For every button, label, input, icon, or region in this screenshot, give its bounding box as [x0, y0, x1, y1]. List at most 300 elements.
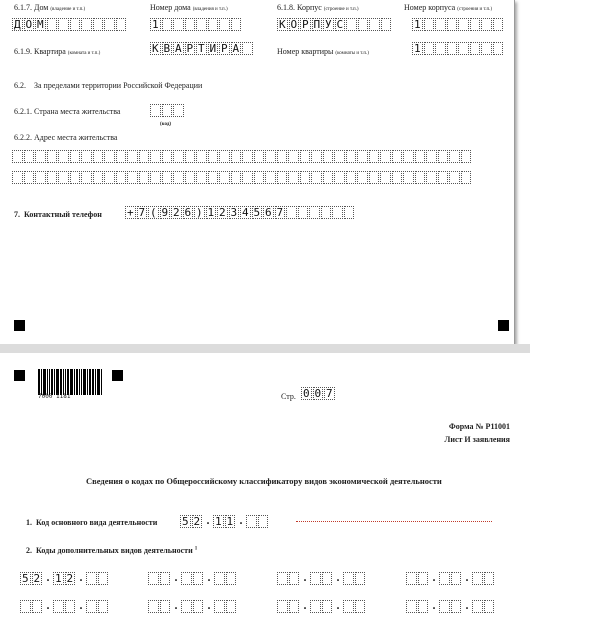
- code-dot: .: [79, 598, 83, 612]
- address-field-line-1[interactable]: [12, 150, 472, 165]
- char-cell: [98, 572, 109, 585]
- char-cell: [461, 150, 472, 163]
- barcode-bar: [76, 369, 78, 395]
- char-cell: [193, 600, 204, 613]
- code-group: [310, 572, 333, 585]
- char-cell: [300, 171, 311, 184]
- code-group: [148, 600, 171, 613]
- barcode-bar: [89, 369, 91, 395]
- char-cell: [369, 18, 380, 31]
- char-cell: [173, 18, 184, 31]
- char-cell: [472, 600, 483, 613]
- code-group: [181, 572, 204, 585]
- char-cell: [35, 150, 46, 163]
- code-dot: .: [79, 570, 83, 584]
- char-cell: [332, 206, 343, 219]
- char-cell: [193, 572, 204, 585]
- char-cell: [185, 171, 196, 184]
- char-cell: [127, 171, 138, 184]
- code-group: [214, 572, 237, 585]
- char-cell: [162, 104, 173, 117]
- char-cell: [226, 600, 237, 613]
- code-group: [406, 572, 429, 585]
- house-number-label: Номер дома (владения и т.п.): [150, 3, 228, 12]
- char-cell: 5: [21, 572, 29, 585]
- char-cell: [322, 600, 333, 613]
- char-cell: 2: [33, 572, 41, 585]
- char-cell: А: [174, 42, 182, 55]
- char-cell: П: [313, 18, 321, 31]
- code-group: [343, 572, 366, 585]
- alignment-marker-bottom-right: [498, 320, 509, 331]
- building-label: 6.1.8. Корпус (строение и т.п.): [277, 3, 359, 12]
- char-cell: [32, 600, 43, 613]
- char-cell: [160, 600, 171, 613]
- char-cell: [346, 150, 357, 163]
- char-cell: [86, 572, 97, 585]
- char-cell: 7: [276, 206, 284, 219]
- char-cell: [196, 171, 207, 184]
- code-dot: .: [207, 570, 211, 584]
- alignment-marker-top-center: [112, 370, 123, 381]
- barcode-bar: [92, 369, 94, 395]
- extra-code-field[interactable]: [277, 598, 366, 613]
- barcode-bar: [74, 369, 75, 395]
- extra-activities-label: 2. Коды дополнительных видов деятельности $^1$: [26, 546, 198, 555]
- char-cell: [24, 150, 35, 163]
- barcode: [38, 369, 103, 395]
- page-gap: [0, 344, 530, 353]
- char-cell: [288, 150, 299, 163]
- code-dot: .: [207, 598, 211, 612]
- extra-code-field[interactable]: [148, 598, 237, 613]
- handwriting-guide-line: [296, 521, 492, 522]
- char-cell: [148, 572, 159, 585]
- code-group: [439, 600, 462, 613]
- char-cell: +: [126, 206, 134, 219]
- char-cell: [355, 600, 366, 613]
- form-sheet-name: Лист И заявления: [444, 435, 510, 444]
- char-cell: [226, 572, 237, 585]
- char-cell: [139, 150, 150, 163]
- char-cell: [380, 171, 391, 184]
- address-field-line-2[interactable]: [12, 171, 472, 186]
- extra-code-field[interactable]: [406, 598, 495, 613]
- char-cell: [93, 18, 104, 31]
- char-cell: [47, 150, 58, 163]
- char-cell: [148, 600, 159, 613]
- char-cell: [406, 572, 417, 585]
- char-cell: [127, 150, 138, 163]
- char-cell: [70, 171, 81, 184]
- char-cell: [426, 171, 437, 184]
- char-cell: [310, 600, 321, 613]
- char-cell: [310, 572, 321, 585]
- code-dot: .: [303, 598, 307, 612]
- char-cell: [150, 150, 161, 163]
- char-cell: К: [278, 18, 286, 31]
- char-cell: [231, 18, 242, 31]
- char-cell: [208, 171, 219, 184]
- char-cell: 6: [264, 206, 272, 219]
- char-cell: [435, 42, 446, 55]
- char-cell: [343, 600, 354, 613]
- char-cell: 1: [207, 206, 215, 219]
- char-cell: [185, 150, 196, 163]
- char-cell: [311, 171, 322, 184]
- char-cell: [439, 600, 450, 613]
- barcode-bar: [43, 369, 46, 395]
- char-cell: И: [209, 42, 217, 55]
- barcode-bar: [63, 369, 64, 395]
- barcode-bar: [79, 369, 80, 395]
- char-cell: [286, 206, 297, 219]
- char-cell: [415, 150, 426, 163]
- char-cell: [458, 42, 469, 55]
- char-cell: [35, 171, 46, 184]
- char-cell: [116, 18, 127, 31]
- char-cell: [214, 600, 225, 613]
- char-cell: [357, 150, 368, 163]
- char-cell: ): [195, 206, 203, 219]
- char-cell: [86, 600, 97, 613]
- char-cell: [162, 150, 173, 163]
- char-cell: [277, 600, 288, 613]
- char-cell: 2: [66, 572, 74, 585]
- char-cell: [355, 572, 366, 585]
- char-cell: [451, 600, 462, 613]
- char-cell: [160, 572, 171, 585]
- barcode-bar: [81, 369, 82, 395]
- char-cell: С: [336, 18, 344, 31]
- char-cell: [214, 572, 225, 585]
- char-cell: [98, 600, 109, 613]
- char-cell: (: [149, 206, 157, 219]
- char-cell: [321, 206, 332, 219]
- char-cell: Т: [197, 42, 205, 55]
- code-group: [181, 600, 204, 613]
- extra-code-field[interactable]: [406, 570, 495, 585]
- house-field[interactable]: [12, 18, 127, 33]
- char-cell: [484, 600, 495, 613]
- char-cell: Р: [186, 42, 194, 55]
- char-cell: [173, 171, 184, 184]
- char-cell: [344, 206, 355, 219]
- country-code-hint: (код): [160, 122, 172, 127]
- address-label: 6.2.2. Адрес места жительства: [14, 133, 118, 142]
- char-cell: 1: [54, 572, 62, 585]
- char-cell: [323, 171, 334, 184]
- char-cell: [242, 171, 253, 184]
- char-cell: [93, 150, 104, 163]
- code-group: [20, 572, 43, 585]
- barcode-bar: [87, 369, 88, 395]
- char-cell: [358, 18, 369, 31]
- char-cell: 5: [253, 206, 261, 219]
- char-cell: [254, 150, 265, 163]
- house-number-field[interactable]: [150, 18, 242, 33]
- code-group: [180, 515, 203, 528]
- code-group: [214, 600, 237, 613]
- char-cell: 1: [151, 18, 159, 31]
- char-cell: [415, 171, 426, 184]
- char-cell: [289, 572, 300, 585]
- char-cell: У: [324, 18, 332, 31]
- alignment-marker-bottom-left: [14, 320, 25, 331]
- char-cell: 1: [226, 515, 234, 528]
- alignment-marker-top-left: [14, 370, 25, 381]
- char-cell: [449, 171, 460, 184]
- char-cell: [343, 572, 354, 585]
- char-cell: [58, 150, 69, 163]
- code-group: [310, 600, 333, 613]
- char-cell: [81, 150, 92, 163]
- char-cell: [447, 42, 458, 55]
- char-cell: [265, 171, 276, 184]
- char-cell: [139, 171, 150, 184]
- char-cell: [24, 171, 35, 184]
- code-group: [148, 572, 171, 585]
- char-cell: [439, 572, 450, 585]
- code-dot: .: [432, 570, 436, 584]
- char-cell: [65, 600, 76, 613]
- char-cell: [403, 150, 414, 163]
- page-number-field: [301, 387, 336, 402]
- char-cell: [116, 150, 127, 163]
- code-group: [472, 572, 495, 585]
- char-cell: К: [151, 42, 159, 55]
- char-cell: [357, 171, 368, 184]
- char-cell: 0: [314, 387, 322, 400]
- code-group: [213, 515, 236, 528]
- country-code-field[interactable]: [150, 104, 185, 119]
- extra-code-field[interactable]: [148, 570, 237, 585]
- char-cell: [173, 150, 184, 163]
- char-cell: [116, 171, 127, 184]
- char-cell: [20, 600, 31, 613]
- building-number-field[interactable]: [412, 18, 504, 33]
- char-cell: [93, 171, 104, 184]
- char-cell: [451, 572, 462, 585]
- char-cell: [481, 18, 492, 31]
- char-cell: 2: [172, 206, 180, 219]
- code-dot: .: [174, 570, 178, 584]
- char-cell: [334, 150, 345, 163]
- char-cell: [418, 600, 429, 613]
- barcode-bar: [95, 369, 96, 395]
- code-dot: .: [303, 570, 307, 584]
- char-cell: 1: [413, 18, 421, 31]
- char-cell: [472, 572, 483, 585]
- char-cell: [484, 572, 495, 585]
- char-cell: [438, 150, 449, 163]
- phone-label: 7. Контактный телефон: [14, 210, 102, 219]
- char-cell: А: [232, 42, 240, 55]
- char-cell: [403, 171, 414, 184]
- char-cell: [70, 150, 81, 163]
- code-group: [472, 600, 495, 613]
- char-cell: [231, 171, 242, 184]
- char-cell: [104, 150, 115, 163]
- char-cell: [242, 150, 253, 163]
- char-cell: 4: [241, 206, 249, 219]
- code-group: [343, 600, 366, 613]
- char-cell: М: [36, 18, 44, 31]
- form-sheet-1: [0, 0, 515, 344]
- building-number-label: Номер корпуса (строения и т.п.): [404, 3, 493, 12]
- char-cell: [418, 572, 429, 585]
- char-cell: [311, 150, 322, 163]
- char-cell: [162, 18, 173, 31]
- char-cell: О: [25, 18, 33, 31]
- apartment-number-field[interactable]: [412, 42, 504, 57]
- code-dot: .: [239, 513, 243, 527]
- char-cell: [288, 171, 299, 184]
- char-cell: [277, 572, 288, 585]
- char-cell: [185, 18, 196, 31]
- barcode-bar: [51, 369, 53, 395]
- char-cell: [196, 150, 207, 163]
- char-cell: [438, 171, 449, 184]
- section-heading: Сведения о кодах по Общероссийскому классификатору видов экономической деятельности: [86, 476, 442, 486]
- code-dot: .: [336, 570, 340, 584]
- char-cell: Р: [220, 42, 228, 55]
- code-group: [86, 572, 109, 585]
- char-cell: [470, 18, 481, 31]
- barcode-bar: [70, 369, 73, 395]
- char-cell: [424, 18, 435, 31]
- char-cell: 5: [181, 515, 189, 528]
- char-cell: [70, 18, 81, 31]
- char-cell: 1: [214, 515, 222, 528]
- char-cell: 2: [193, 515, 201, 528]
- code-group: [277, 572, 300, 585]
- char-cell: [369, 150, 380, 163]
- char-cell: [162, 171, 173, 184]
- main-activity-label: 1. Код основного вида деятельности: [26, 518, 158, 527]
- char-cell: [309, 206, 320, 219]
- char-cell: В: [163, 42, 171, 55]
- char-cell: [323, 150, 334, 163]
- char-cell: [231, 150, 242, 163]
- code-dot: .: [174, 598, 178, 612]
- char-cell: [81, 171, 92, 184]
- char-cell: [242, 42, 253, 55]
- apartment-label: 6.1.9. Квартира (комната и т.п.): [14, 47, 101, 56]
- char-cell: [181, 572, 192, 585]
- barcode-number: 7000 1181: [38, 393, 71, 400]
- char-cell: [219, 150, 230, 163]
- abroad-heading: 6.2. За пределами территории Российской Федерации: [14, 81, 203, 90]
- char-cell: [369, 171, 380, 184]
- char-cell: 9: [161, 206, 169, 219]
- extra-code-field[interactable]: [20, 598, 109, 613]
- char-cell: [493, 18, 504, 31]
- char-cell: [458, 18, 469, 31]
- char-cell: [196, 18, 207, 31]
- char-cell: [392, 150, 403, 163]
- char-cell: [346, 171, 357, 184]
- extra-code-field[interactable]: [277, 570, 366, 585]
- barcode-bar: [83, 369, 86, 395]
- char-cell: [447, 18, 458, 31]
- char-cell: [426, 150, 437, 163]
- char-cell: Д: [13, 18, 21, 31]
- char-cell: 1: [413, 42, 421, 55]
- code-dot: .: [465, 598, 469, 612]
- char-cell: [481, 42, 492, 55]
- phone-field[interactable]: [125, 206, 355, 221]
- char-cell: [58, 18, 69, 31]
- code-dot: .: [46, 598, 50, 612]
- building-field[interactable]: [277, 18, 392, 33]
- char-cell: 7: [138, 206, 146, 219]
- char-cell: [12, 171, 23, 184]
- char-cell: [219, 18, 230, 31]
- char-cell: [424, 42, 435, 55]
- char-cell: [12, 150, 23, 163]
- char-cell: [265, 150, 276, 163]
- house-label: 6.1.7. Дом (владение и т.п.): [14, 3, 86, 12]
- char-cell: [81, 18, 92, 31]
- barcode-bar: [54, 369, 55, 395]
- barcode-bar: [101, 369, 102, 395]
- barcode-bar: [49, 369, 50, 395]
- char-cell: [277, 150, 288, 163]
- char-cell: [47, 18, 58, 31]
- char-cell: [435, 18, 446, 31]
- char-cell: [181, 600, 192, 613]
- apartment-number-label: Номер квартиры (комнаты и т.п.): [277, 47, 369, 56]
- char-cell: [381, 18, 392, 31]
- main-code-cells[interactable]: [180, 513, 269, 528]
- char-cell: 2: [218, 206, 226, 219]
- char-cell: [289, 600, 300, 613]
- code-group: [406, 600, 429, 613]
- char-cell: [219, 171, 230, 184]
- char-cell: [104, 171, 115, 184]
- char-cell: [150, 104, 161, 117]
- char-cell: 3: [230, 206, 238, 219]
- char-cell: [53, 600, 64, 613]
- apartment-field[interactable]: [150, 42, 254, 57]
- barcode-bar: [38, 369, 40, 395]
- char-cell: [47, 171, 58, 184]
- char-cell: [322, 572, 333, 585]
- char-cell: [150, 171, 161, 184]
- code-group: [439, 572, 462, 585]
- barcode-bar: [97, 369, 100, 395]
- char-cell: [461, 171, 472, 184]
- char-cell: [449, 150, 460, 163]
- code-group: [246, 515, 269, 528]
- code-group: [53, 600, 76, 613]
- char-cell: 7: [325, 387, 333, 400]
- char-cell: О: [290, 18, 298, 31]
- code-dot: .: [206, 513, 210, 527]
- char-cell: Р: [301, 18, 309, 31]
- char-cell: [173, 104, 184, 117]
- extra-code-field[interactable]: [20, 570, 109, 585]
- barcode-bar: [60, 369, 62, 395]
- country-label: 6.2.1. Страна места жительства: [14, 107, 121, 116]
- code-group: [86, 600, 109, 613]
- char-cell: [58, 171, 69, 184]
- code-dot: .: [432, 598, 436, 612]
- form-title: Форма № Р11001: [448, 422, 510, 431]
- char-cell: [470, 42, 481, 55]
- char-cell: [254, 171, 265, 184]
